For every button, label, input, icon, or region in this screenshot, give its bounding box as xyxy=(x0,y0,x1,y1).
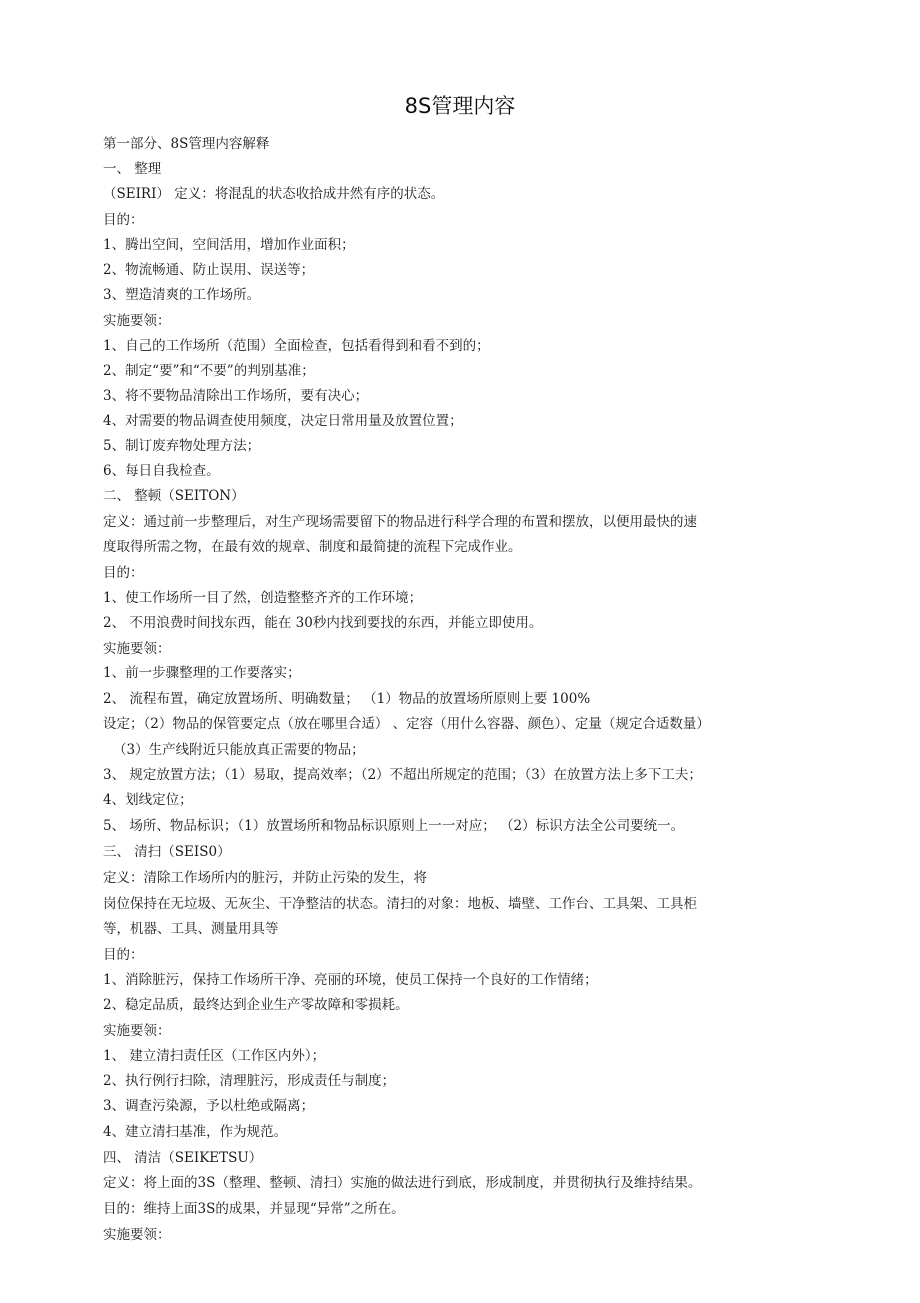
text-line: 一、 整理 xyxy=(103,161,162,177)
text-line: 实施要领： xyxy=(103,1227,171,1243)
text-line: 5、 场所、物品标识；（1）放置场所和物品标识原则上一一对应； （2）标识方法全公司要统一。 xyxy=(103,818,685,834)
text-line: 二、 整顿（SEITON） xyxy=(103,488,245,504)
text-line: 1、使工作场所一目了然，创造整整齐齐的工作环境； xyxy=(103,590,423,606)
text-line: 三、 清扫（SEIS0） xyxy=(103,844,231,860)
text-line: 1、 建立清扫责任区（工作区内外）； xyxy=(103,1048,326,1064)
text-line: 3、塑造清爽的工作场所。 xyxy=(103,287,261,303)
text-line: 目的： xyxy=(103,565,144,581)
text-line: 2、制定“要”和“不要”的判别基准； xyxy=(103,363,315,379)
text-line: 4、划线定位； xyxy=(103,792,193,808)
text-line: 1、腾出空间，空间活用，增加作业面积； xyxy=(103,237,355,253)
text-line: 4、对需要的物品调查使用频度，决定日常用量及放置位置； xyxy=(103,413,463,429)
text-line: 岗位保持在无垃圾、无灰尘、干净整洁的状态。清扫的对象：地板、墙壁、工作台、工具架、工具柜 xyxy=(103,896,697,912)
text-line: 四、 清洁（SEIKETSU） xyxy=(103,1150,263,1166)
text-line: 5、制订废弃物处理方法； xyxy=(103,438,261,454)
text-line: 实施要领： xyxy=(103,641,171,657)
text-line: 3、 规定放置方法；（1）易取，提高效率；（2）不超出所规定的范围；（3）在放置方法上多下工夫； xyxy=(103,767,702,783)
text-line: 3、将不要物品清除出工作场所，要有决心； xyxy=(103,388,369,404)
text-line: 实施要领： xyxy=(103,1023,171,1039)
text-line: 1、自己的工作场所（范围）全面检查，包括看得到和看不到的； xyxy=(103,338,490,354)
text-line: 目的： xyxy=(103,212,144,228)
text-line: 1、前一步骤整理的工作要落实； xyxy=(103,665,301,681)
text-line: 目的：维持上面3S的成果，并显现“异常”之所在。 xyxy=(103,1201,405,1217)
document-title: 8S管理内容 xyxy=(404,94,516,118)
text-line: 定义：将上面的3S（整理、整顿、清扫）实施的做法进行到底，形成制度，并贯彻执行及维持结果。 xyxy=(103,1175,702,1191)
text-line: 第一部分、8S管理内容解释 xyxy=(103,136,270,152)
text-line: 6、每日自我检查。 xyxy=(103,463,220,479)
text-line: 等，机器、工具、测量用具等 xyxy=(103,921,279,937)
text-line: 2、稳定品质，最终达到企业生产零故障和零损耗。 xyxy=(103,997,409,1013)
text-line: 2、 不用浪费时间找东西，能在 30秒内找到要找的东西，并能立即使用。 xyxy=(103,615,543,631)
text-line: 设定；（2）物品的保管要定点（放在哪里合适） 、定容（用什么容器、颜色）、定量（规定合适数量） xyxy=(103,716,710,732)
text-line: 定义：通过前一步整理后，对生产现场需要留下的物品进行科学合理的布置和摆放，以便用最快的速 xyxy=(103,514,697,530)
text-line: 目的： xyxy=(103,947,144,963)
text-line: 2、执行例行扫除，清理脏污，形成责任与制度； xyxy=(103,1073,396,1089)
text-line: 1、消除脏污，保持工作场所干净、亮丽的环境，使员工保持一个良好的工作情绪； xyxy=(103,972,598,988)
text-line: 2、 流程布置，确定放置场所、明确数量； （1）物品的放置场所原则上要 100% xyxy=(103,691,591,707)
text-line: 实施要领： xyxy=(103,313,171,329)
text-line: 2、物流畅通、防止误用、误送等； xyxy=(103,262,315,278)
text-line: 4、建立清扫基准，作为规范。 xyxy=(103,1124,288,1140)
text-line: 度取得所需之物，在最有效的规章、制度和最简捷的流程下完成作业。 xyxy=(103,539,522,555)
text-line: （3）生产线附近只能放真正需要的物品； xyxy=(113,742,365,758)
text-line: 3、调查污染源，予以杜绝或隔离； xyxy=(103,1098,315,1114)
text-line: 定义：清除工作场所内的脏污，并防止污染的发生，将 xyxy=(103,870,427,886)
text-line: （SEIRI） 定义：将混乱的状态收拾成井然有序的状态。 xyxy=(103,186,445,202)
